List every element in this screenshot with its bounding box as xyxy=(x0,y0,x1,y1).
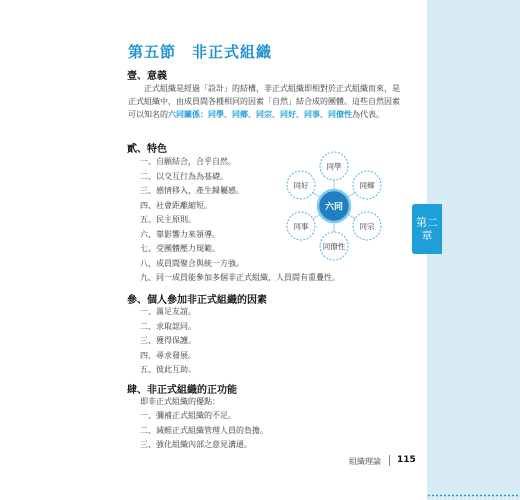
join-factors-list xyxy=(140,305,196,378)
list-item: 四、尋求發展。 xyxy=(140,350,196,360)
heading-positive-functions: 肆、非正式組織的正功能 xyxy=(127,385,237,396)
six-relations-diagram xyxy=(276,148,392,264)
list-item: 一、自願結合，合乎自然。 xyxy=(140,157,236,166)
node-label: 同好 xyxy=(293,181,309,190)
heading-meaning: 壹、意義 xyxy=(127,71,167,82)
six-relations-highlight: 六同關係：同學、同鄉、同宗、同好、同事、同僚性 xyxy=(168,110,352,119)
center-label: 六同 xyxy=(324,202,344,213)
node-label: 同宗 xyxy=(359,222,375,231)
list-item: 四、社會距離縮短。 xyxy=(140,200,212,210)
list-item: 九、同一成員能參加多個非正式組織，人員間有重疊性。 xyxy=(140,273,340,282)
meaning-text-end: 為代表。 xyxy=(352,110,384,119)
footer-book-title: 組織理論 xyxy=(349,457,381,466)
list-item: 二、減輕正式組織管理人員的負擔。 xyxy=(140,425,268,435)
node-label: 同僚性 xyxy=(322,242,346,251)
list-item: 八、成員間聚合與統一方強。 xyxy=(140,258,244,268)
node-label: 同鄉 xyxy=(359,181,375,190)
positive-functions-list xyxy=(140,409,268,453)
list-item: 一、彌補正式組織的不足。 xyxy=(140,411,236,420)
footer-divider xyxy=(389,455,390,466)
dotted-border xyxy=(427,494,520,497)
heading-join-factors: 參、個人參加非正式組織的因素 xyxy=(127,295,267,306)
list-item: 二、求取認同。 xyxy=(140,321,196,331)
node-label: 同事 xyxy=(293,222,309,231)
chapter-tab-line1: 第二 xyxy=(416,216,438,229)
list-item: 五、彼此互助。 xyxy=(140,365,196,374)
chapter-tab[interactable] xyxy=(412,204,442,254)
meaning-text: 正式組織是經過「設計」的結構，非正式組織即相對於正式組織而來，是正式組織中，由成員間各種相同的因素「自然」結合成的團體。這些自然因素可以知名的 xyxy=(128,84,400,119)
list-item: 一、滿足友誼。 xyxy=(140,307,196,316)
page-title: 第五節 非正式組織 xyxy=(128,43,273,61)
list-item: 五、民主原則。 xyxy=(140,215,196,224)
list-item: 六、靠影響力來領導。 xyxy=(140,229,220,239)
meaning-paragraph xyxy=(128,82,400,121)
positive-functions-intro: 即非正式組織的優點： xyxy=(140,397,220,406)
page-number: 115 xyxy=(397,455,416,465)
node-label: 同學 xyxy=(326,162,342,171)
list-item: 七、受團體壓力規範。 xyxy=(140,244,220,253)
heading-features: 貳、特色 xyxy=(127,144,167,155)
list-item: 三、強化組織內部之意見溝通。 xyxy=(140,440,252,449)
list-item: 三、感情移入，產生歸屬感。 xyxy=(140,186,244,195)
list-item: 三、獲得保護。 xyxy=(140,336,196,345)
chapter-tab-line2: 章 xyxy=(421,229,433,242)
list-item: 二、以交互行為為基礎。 xyxy=(140,171,228,181)
